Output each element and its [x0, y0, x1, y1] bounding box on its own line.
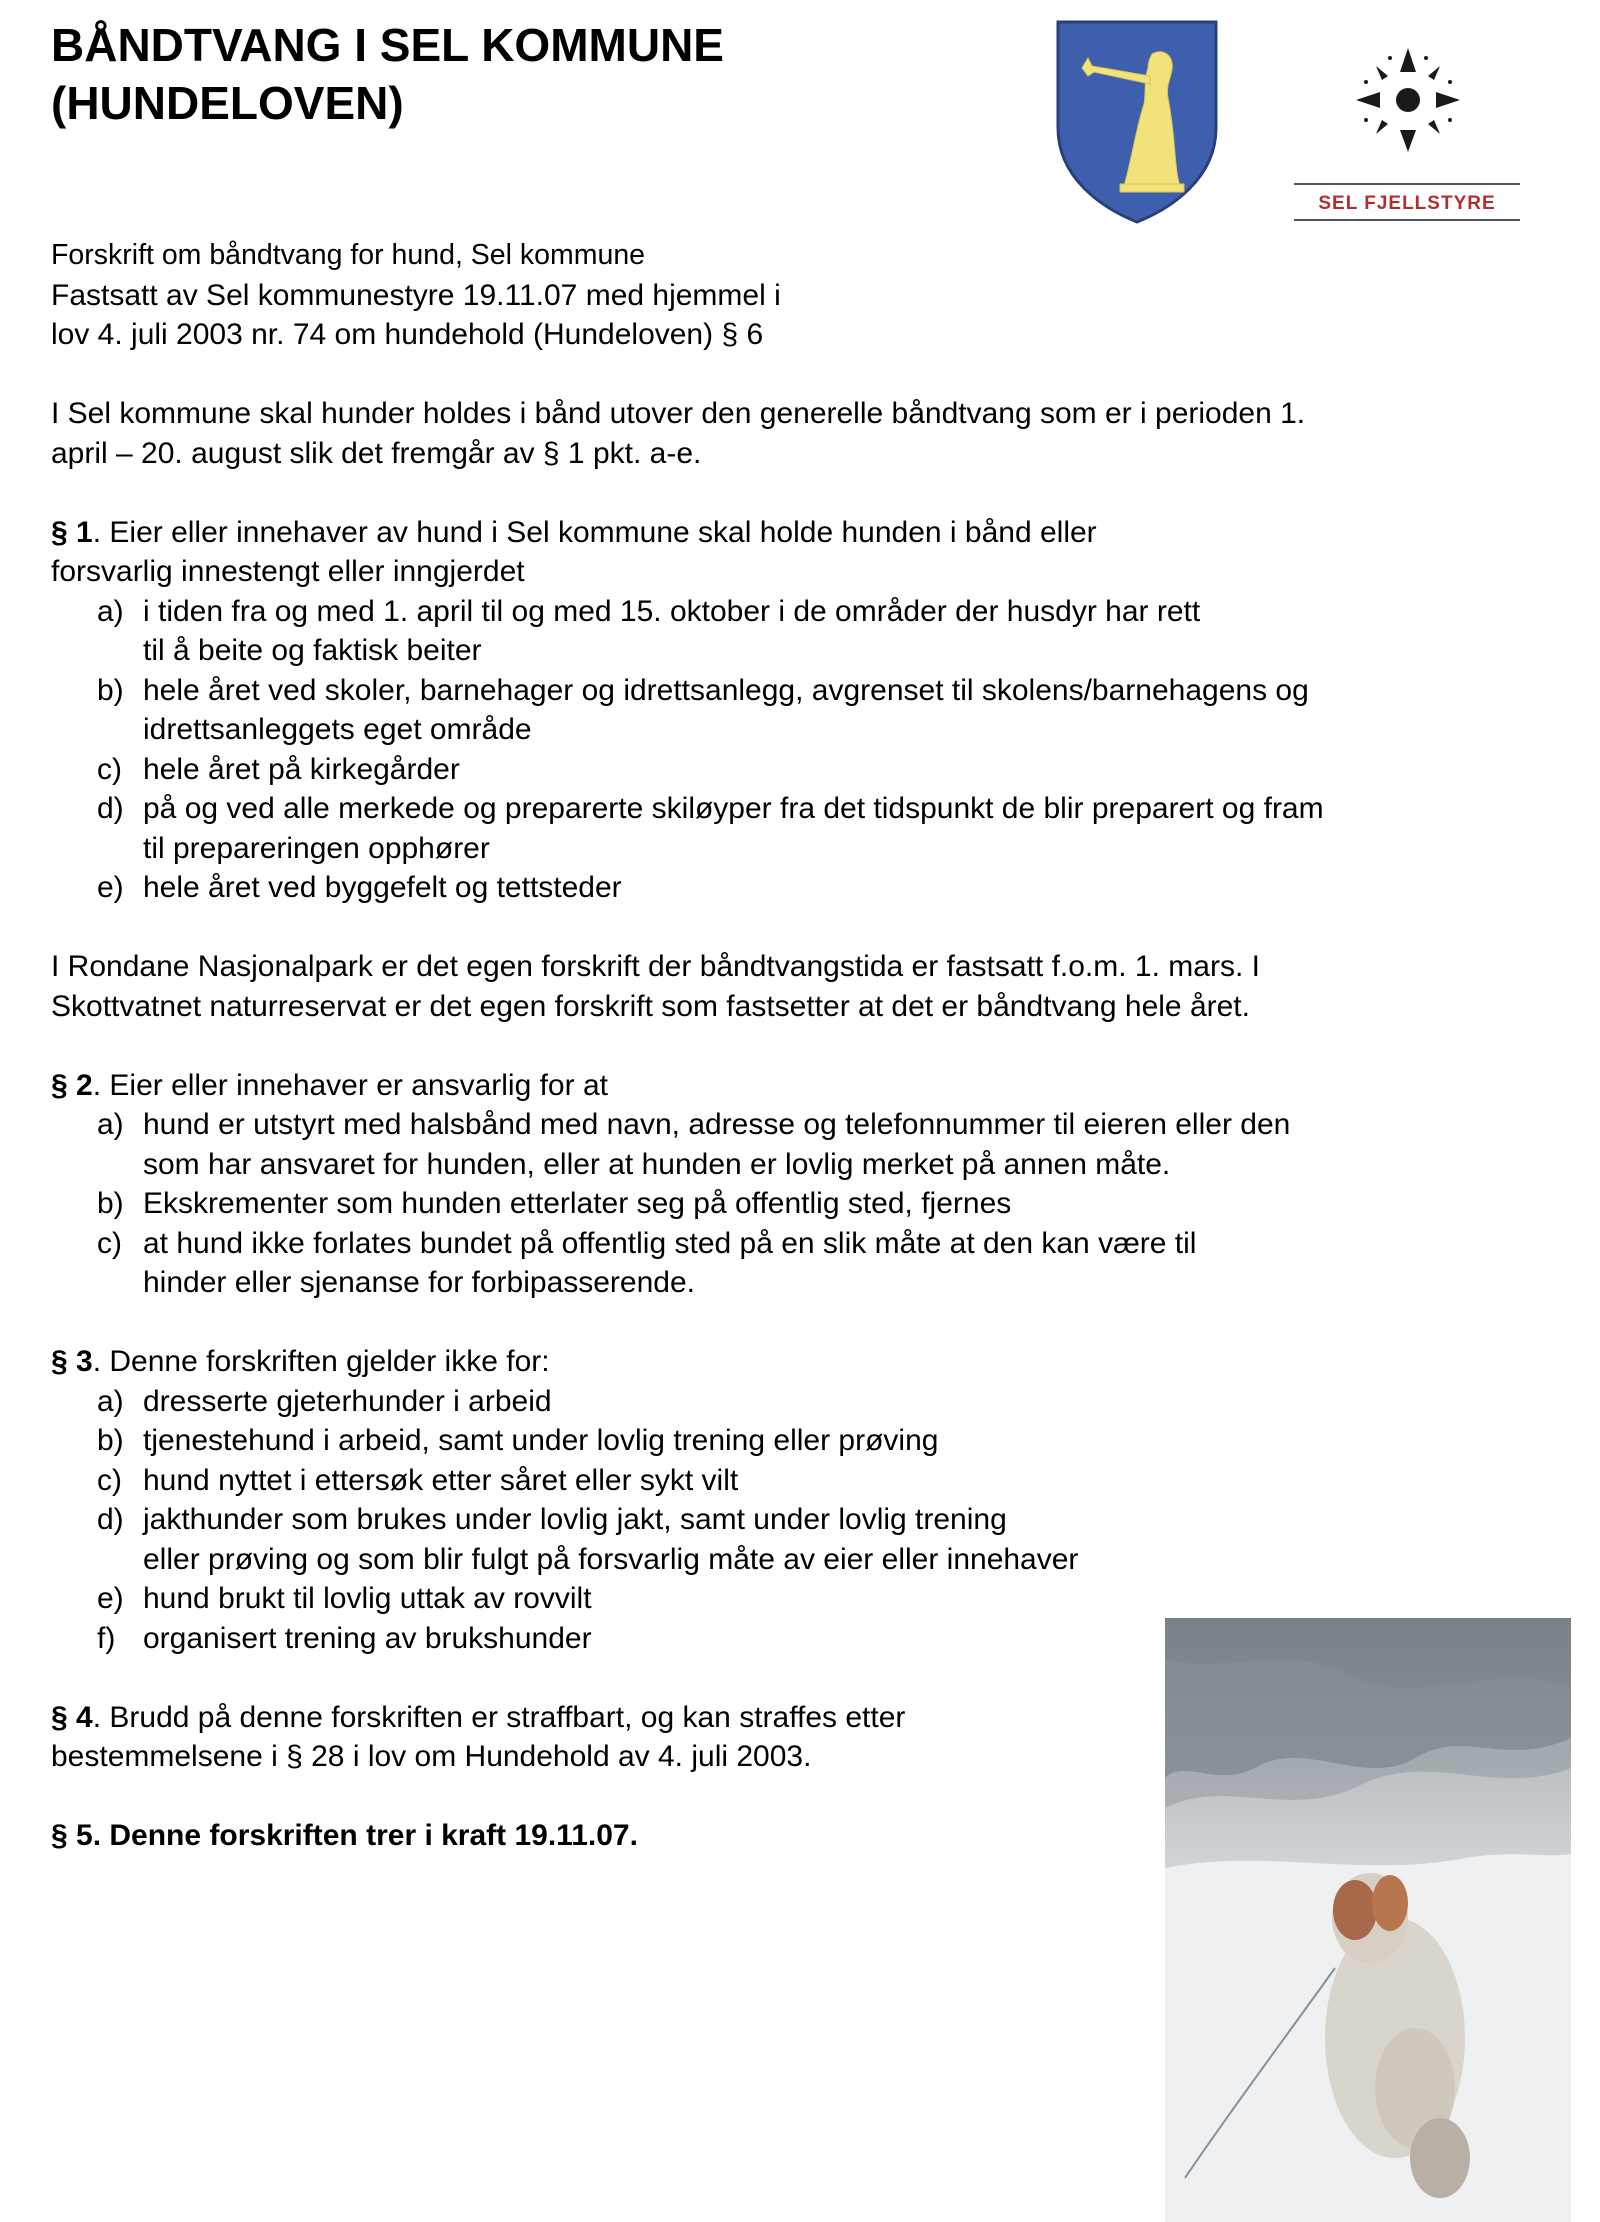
title-line-1: BÅNDTVANG I SEL KOMMUNE [51, 19, 724, 71]
section-1-item-a: a) i tiden fra og med 1. april til og med 15. oktober i de områder der husdyr har rett til å beite og faktisk beiter [97, 594, 1201, 667]
intro-line-2: Fastsatt av Sel kommunestyre 19.11.07 med hjemmel i [51, 278, 781, 312]
logo-text: SEL FJELLSTYRE [1318, 193, 1496, 214]
title-line-2: (HUNDELOVEN) [51, 77, 404, 129]
sel-fjellstyre-logo [1290, 38, 1522, 230]
section-3-item-b: b) tjenestehund i arbeid, samt under lovlig trening eller prøving [97, 1424, 939, 1457]
intro-line-3: lov 4. juli 2003 nr. 74 om hundehold (Hundeloven) § 6 [51, 318, 764, 351]
section-3-item-a: a) dresserte gjeterhunder i arbeid [97, 1384, 552, 1418]
section-3-item-d: d) jakthunder som brukes under lovlig jakt, samt under lovlig trening eller prøving og som blir fulgt på forsvarlig måte av eier eller innehaver [97, 1503, 1079, 1576]
document-body [51, 236, 1551, 1856]
section-3-number: § 3 [51, 1345, 93, 1378]
dog-in-snow-photo [1165, 1618, 1571, 2222]
section-1-heading: § 1. Eier eller innehaver av hund i Sel kommune skal holde hunden i bånd eller forsvarlig innestengt eller inngjerdet [51, 515, 1097, 588]
section-2-item-b: b) Ekskrementer som hunden etterlater seg på offentlig sted, fjernes [97, 1187, 1012, 1220]
coat-of-arms-image [1052, 18, 1222, 224]
section-1-item-e: e) hele året ved byggefelt og tettsteder [97, 871, 622, 904]
section-3-item-c: c) hund nyttet i ettersøk etter såret eller sykt vilt [97, 1463, 739, 1497]
intro-line-1: Forskrift om båndtvang for hund, Sel kommune [51, 239, 646, 271]
preamble-paragraph: I Sel kommune skal hunder holdes i bånd utover den generelle båndtvang som er i perioden 1. april – 20. august slik det fremgår av § 1 pkt. a-e. [51, 397, 1306, 470]
section-1-number: § 1 [51, 515, 93, 549]
section-3-heading: § 3. Denne forskriften gjelder ikke for: [51, 1345, 550, 1378]
rondane-paragraph: I Rondane Nasjonalpark er det egen forskrift der båndtvangstida er fastsatt f.o.m. 1. mars. I Skottvatnet naturreservat er det egen forskrift som fastsetter at det er båndtvang hele året. [51, 950, 1260, 1023]
section-3-item-e: e) hund brukt til lovlig uttak av rovvilt [97, 1582, 592, 1615]
section-1-item-d: d) på og ved alle merkede og preparerte skiløyper fra det tidspunkt de blir preparert og fram til prepareringen opphører [97, 792, 1324, 865]
section-2-item-c: c) at hund ikke forlates bundet på offentlig sted på en slik måte at den kan være til hinder eller sjenanse for forbipasserende. [97, 1226, 1197, 1299]
section-1-item-c: c) hele året på kirkegårder [97, 752, 460, 786]
section-3-item-f: f) organisert trening av brukshunder [97, 1621, 592, 1655]
section-2-number: § 2 [51, 1068, 93, 1102]
document-title [51, 16, 724, 132]
section-1-item-b: b) hele året ved skoler, barnehager og idrettsanlegg, avgrenset til skolens/barnehagens og idrettsanleggets eget område [97, 673, 1309, 746]
section-2-heading: § 2. Eier eller innehaver er ansvarlig for at [51, 1068, 608, 1102]
section-4-number: § 4 [51, 1700, 93, 1734]
section-4-paragraph: § 4. Brudd på denne forskriften er straffbart, og kan straffes etter bestemmelsene i § 28 i lov om Hundehold av 4. juli 2003. [51, 1700, 906, 1773]
section-5-paragraph: § 5. Denne forskriften trer i kraft 19.11.07. [51, 1819, 638, 1852]
section-2-item-a: a) hund er utstyrt med halsbånd med navn, adresse og telefonnummer til eieren eller den som har ansvaret for hunden, eller at hunden er lovlig merket på annen måte. [97, 1108, 1291, 1181]
compass-star-icon [1290, 38, 1522, 230]
